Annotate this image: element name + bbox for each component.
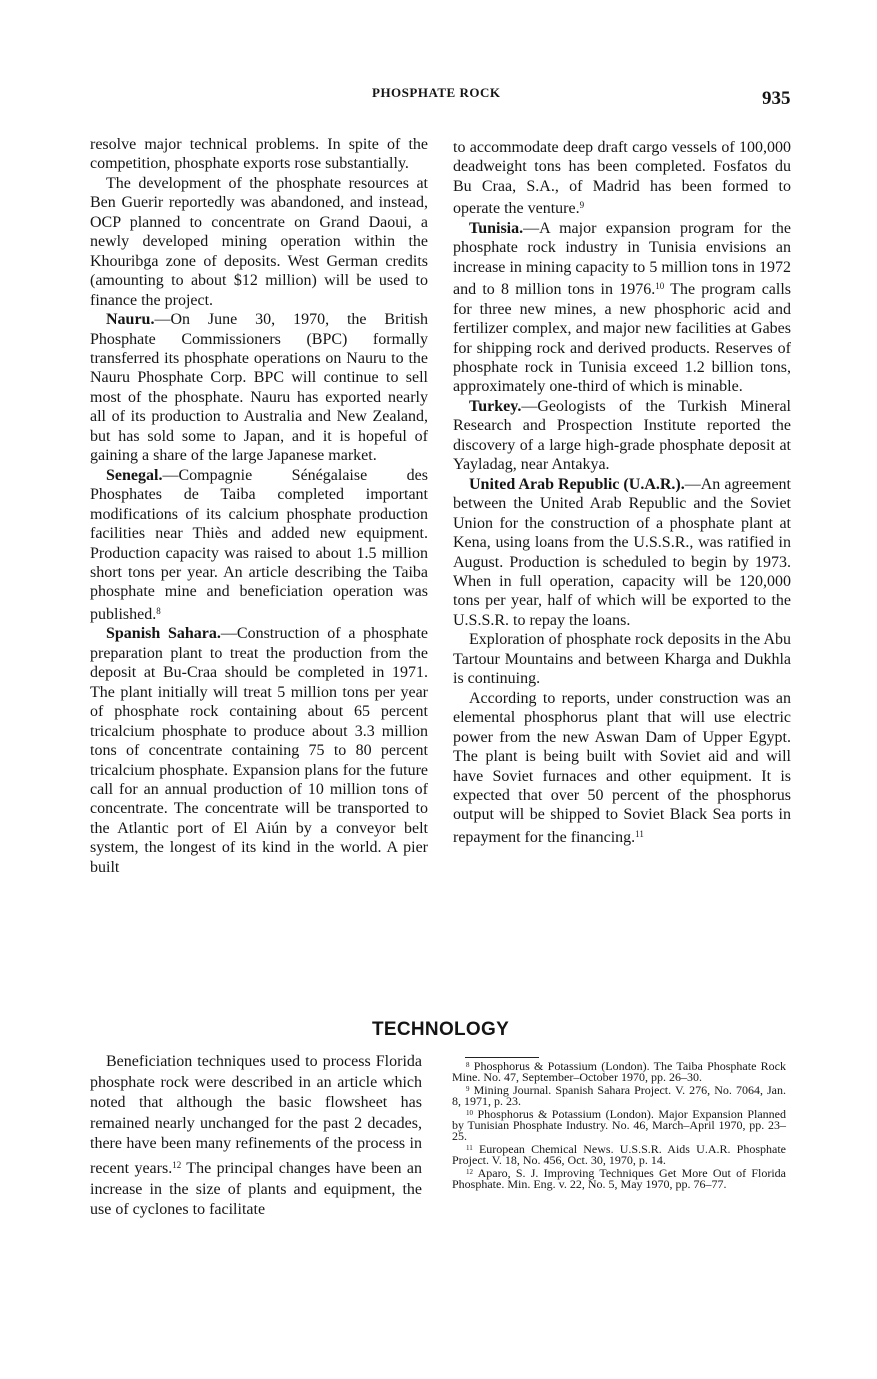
- footnote-12: [452, 1167, 786, 1191]
- footnote-number: 12: [466, 1167, 473, 1176]
- footnote-number: 10: [466, 1108, 473, 1117]
- paragraph-uar: [453, 475, 791, 631]
- phosphorus-plant-text: According to reports, under construction was an elemental phosphorus plant that will use electric power from the new Aswan Dam of Upper Egypt. The plant is being built with Soviet aid and will have Soviet furnaces and other equipment. It is expected that over 50 percent of the phosphorus output will be shipped to Soviet Black Sea ports in repayment for the financing.: [453, 689, 791, 846]
- paragraph-turkey: [453, 397, 791, 475]
- paragraph-technology: [90, 1052, 422, 1221]
- footnote-number: 11: [466, 1143, 473, 1152]
- running-header: PHOSPHATE ROCK: [372, 85, 501, 100]
- technology-column: [90, 1052, 422, 1221]
- footnote-text: European Chemical News. U.S.S.R. Aids U.A.R. Phosphate Project. V. 18, No. 456, Oct. 30, 1970, p. 14.: [452, 1141, 787, 1168]
- uar-text: —An agreement between the United Arab Republic and the Soviet Union for the construction of a phosphate plant at Kena, using loans from the U.S.S.R., was ratified in August. Production is scheduled to begin by 1973. When in full operation, capacity will be 120,000 tons per year, half of which will be exported to the U.S.S.R. to repay the loans.: [453, 475, 791, 629]
- footnote-text: Mining Journal. Spanish Sahara Project. V. 276, No. 7064, Jan. 8, 1971, p. 23.: [452, 1082, 786, 1109]
- paragraph-phosphorus-plant: [453, 689, 791, 848]
- paragraph-exploration: Exploration of phosphate rock deposits in the Abu Tartour Mountains and between Kharga and Dukhla is continuing.: [453, 631, 791, 688]
- page-number: 935: [762, 88, 791, 109]
- paragraph-nauru: [90, 310, 428, 466]
- footnote-9: [452, 1084, 786, 1108]
- section-heading-technology: TECHNOLOGY: [372, 1019, 510, 1040]
- right-column: [453, 138, 791, 847]
- footnote-text: Aparo, S. J. Improving Techniques Get More Out of Florida Phosphate. Min. Eng. v. 22, No. 5, May 1970, pp. 76–77.: [452, 1165, 787, 1192]
- pier-text: to accommodate deep draft cargo vessels of 100,000 deadweight tons has been completed. Fosfatos du Bu Craa, S.A., of Madrid has been formed to operate the venture.: [453, 139, 791, 218]
- turkey-heading: Turkey.: [469, 397, 522, 415]
- footnote-text: Phosphorus & Potassium (London). Major Expansion Planned by Tunisian Phosphate Industry. No. 46, March–April 1970, pp. 23–25.: [452, 1106, 787, 1144]
- paragraph-exports: resolve major technical problems. In spite of the competition, phosphate exports rose substantially.: [90, 136, 428, 173]
- tunisia-heading: Tunisia.: [469, 219, 524, 237]
- spanish-sahara-heading: Spanish Sahara.: [106, 625, 221, 643]
- footnote-number: 8: [466, 1061, 470, 1069]
- footnote-ref-10: 10: [655, 281, 665, 292]
- footnote-ref-9: 9: [579, 200, 585, 211]
- paragraph-senegal: [90, 466, 428, 625]
- tunisia-text-a: —A major expansion program for the phosphate rock industry in Tunisia envisions an increase in mining capacity to 5 million tons in 1972 and to 8 million tons in 1976.: [453, 219, 791, 299]
- footnote-10: [452, 1108, 786, 1143]
- footnotes: [452, 1060, 786, 1190]
- footnote-text: Phosphorus & Potassium (London). The Taiba Phosphate Rock Mine. No. 47, September–October 1970, pp. 26–30.: [452, 1059, 786, 1085]
- senegal-heading: Senegal.: [106, 466, 163, 484]
- nauru-heading: Nauru.: [106, 311, 155, 329]
- technology-text-b: The principal changes have been an increase in the size of plants and equipment, the use of cyclones to facilitate: [90, 1159, 422, 1219]
- footnote-ref-8: 8: [156, 605, 161, 616]
- footnote-ref-12: 12: [172, 1159, 182, 1170]
- footnote-ref-11: 11: [635, 828, 644, 839]
- paragraph-ben-guerir: The development of the phosphate resources at Ben Guerir reportedly was abandoned, and instead, OCP planned to concentrate on Grand Daoui, a newly developed mining operation within the Khouribga zone of deposits. West German credits (amounting to about $12 million) will be used to finance the project.: [90, 174, 428, 309]
- footnote-rule: [465, 1057, 539, 1058]
- footnote-8: [452, 1060, 786, 1084]
- paragraph-tunisia: [453, 219, 791, 397]
- paragraph-spanish-sahara: [90, 624, 428, 877]
- senegal-text: —Compagnie Sénégalaise des Phosphates de Taiba completed important modifications of its calcium phosphate production facilities near Thiès and added new equipment. Production capacity was raised to about 1.5 million short tons per year. An article describing the Taiba phosphate mine and beneficiation operation was published.: [90, 466, 428, 623]
- paragraph-pier: [453, 138, 791, 219]
- footnote-11: [452, 1143, 786, 1167]
- technology-text-a: Beneficiation techniques used to process Florida phosphate rock were described in an article which noted that although the basic flowsheet has remained nearly unchanged for the past 2 decades, there have been many refinements of the process in recent years.: [90, 1053, 422, 1177]
- nauru-text: —On June 30, 1970, the British Phosphate Commissioners (BPC) formally transferred its phosphate operations on Nauru to the Nauru Phosphate Corp. BPC will continue to sell most of the phosphate. Nauru has exported nearly all of its production to Australia and New Zealand, but has sold some to Japan, and it is hopeful of gaining a share of the large Japanese market.: [90, 311, 428, 465]
- footnote-number: 9: [466, 1084, 470, 1093]
- left-column: [90, 135, 428, 877]
- tunisia-text-b: The program calls for three new mines, a new phosphoric acid and fertilizer complex, and major new facilities at Gabes for shipping rock and derived products. Reserves of phosphate rock in Tunisia exceed 1.2 billion tons, approximately one-third of which is minable.: [453, 281, 792, 396]
- uar-heading: United Arab Republic (U.A.R.).: [469, 475, 685, 493]
- spanish-sahara-text: —Construction of a phosphate preparation plant to treat the production from the deposit at Bu-Craa should be completed in 1971. The plant initially will treat 5 million tons per year of phosphate rock containing about 65 percent tricalcium phosphate to produce about 3.3 million tons of concentrate containing 75 to 80 percent tricalcium phosphate. Expansion plans for the future call for an annual production of 10 million tons of concentrate. The concentrate will be transported to the Atlantic port of El Aiún by a conveyor belt system, the longest of its kind in the world. A pier built: [90, 625, 429, 876]
- turkey-text: —Geologists of the Turkish Mineral Research and Prospection Institute reported the discovery of a large high-grade phosphate deposit at Yayladag, near Antakya.: [453, 397, 791, 474]
